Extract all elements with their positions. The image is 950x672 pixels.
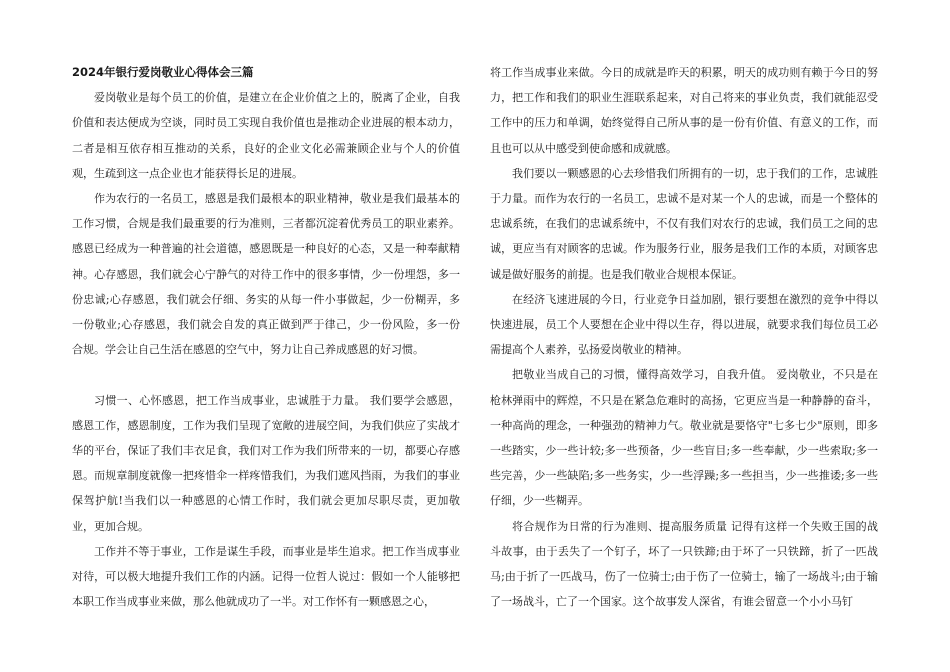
paragraph: 将工作当成事业来做。今日的成就是昨天的积累，明天的成功则有赖于今日的努力，把工作和我们的职业生涯联系起来，对自己将来的事业负责，我们就能忍受工作中的压力和单调，始终觉得自己所从事的是一份有价值、有意义的工作，而且也可以从中感受到使命感和成就感。 bbox=[490, 66, 878, 155]
paragraph: 作为农行的一名员工，感恩是我们最根本的职业精神，敬业是我们最基本的工作习惯，合规是我们最重要的行为准则，三者都沉淀着优秀员工的职业素养。感恩已经成为一种普遍的社会道德，感恩既是一种良好的心态，又是一种奉献精神。心存感恩，我们就会心宁静气的对待工作中的很多事情，少一份埋怨，多一份忠诚;心存感恩，我们就会仔细、务实的从每一件小事做起，少一份糊弄，多一份敬业;心存感恩，我们就会自发的真正做到严于律己，少一份风险，多一份合规。学会让自己生活在感恩的空气中，努力让自己养成感恩的好习惯。 bbox=[72, 192, 460, 357]
document-title: 2024年银行爱岗敬业心得体会三篇 bbox=[72, 65, 254, 79]
paragraph: 将合规作为日常的行为准则、提高服务质量 记得有这样一个失败王国的战斗故事，由于丢失了一个钉子，坏了一只铁蹄;由于坏了一只铁蹄，折了一匹战马;由于折了一匹战马，伤了一位骑士;由于伤了一位骑士，输了一场战斗;由于输了一场战斗，亡了一个国家。这个故事发人深省，有谁会留意一个小小马钉 bbox=[490, 519, 878, 609]
paragraph: 工作并不等于事业，工作是谋生手段，而事业是毕生追求。把工作当成事业对待，可以极大地提升我们工作的内涵。记得一位哲人说过：假如一个人能够把本职工作当成事业来做，那么他就成功了一半。对工作怀有一颗感恩之心， bbox=[72, 544, 460, 609]
paragraph: 在经济飞速进展的今日，行业竞争日益加剧，银行要想在激烈的竞争中得以快速进展，员工个人要想在企业中得以生存，得以进展，就要求我们每位员工必需提高个人素养，弘扬爱岗敬业的精神。 bbox=[490, 292, 878, 357]
left-column bbox=[72, 60, 460, 614]
right-column bbox=[490, 60, 878, 614]
paragraph-gap bbox=[72, 362, 460, 387]
paragraph: 我们要以一颗感恩的心去珍惜我们所拥有的一切，忠于我们的工作，忠诚胜于力量。而作为农行的一名员工，忠诚不是对某一个人的忠诚，而是一个整体的忠诚系统，在我们的忠诚系统中，不仅有我们对农行的忠诚，我们员工之间的忠诚，更应当有对顾客的忠诚。作为服务行业，服务是我们工作的本质，对顾客忠诚是做好服务的前提。也是我们敬业合规根本保证。 bbox=[490, 166, 878, 281]
paragraph: 把敬业当成自己的习惯，懂得高效学习，自我升值。 爱岗敬业，不只是在枪林弹雨中的辉煌，不只是在紧急危难时的高扬，它更应当是一种静静的奋斗，一种高尚的理念，一种强劲的精神力气。敬业就是要恪守"七多七少"原则，即多一些踏实，少一些计较;多一些预备，少一些盲目;多一些奉献，少一些索取;多一些完善，少一些缺陷;多一些务实，少一些浮躁;多一些担当，少一些推诿;多一些仔细，少一些糊弄。 bbox=[490, 368, 878, 508]
paragraph: 爱岗敬业是每个员工的价值，是建立在企业价值之上的，脱离了企业，自我价值和表达便成为空谈，同时员工实现自我价值也是推动企业进展的根本动力，二者是相互依存相互推动的关系，良好的企业文化必需兼顾企业与个人的价值观，生疏到这一点企业也才能获得长足的进展。 bbox=[72, 91, 460, 180]
paragraph: 习惯一、心怀感恩，把工作当成事业，忠诚胜于力量。 我们要学会感恩，感恩工作，感恩制度，工作为我们呈现了宽敞的进展空间，为我们供应了实战才华的平台，保证了我们丰衣足食，我们对工作为我们所带来的一切，都要心存感恩。而规章制度就像一把疼惜伞一样疼惜我们，为我们遮风挡雨，为我们的事业保驾护航!当我们以一种感恩的心情工作时，我们就会更加尽职尽责，更加敬业，更加合规。 bbox=[72, 393, 460, 533]
